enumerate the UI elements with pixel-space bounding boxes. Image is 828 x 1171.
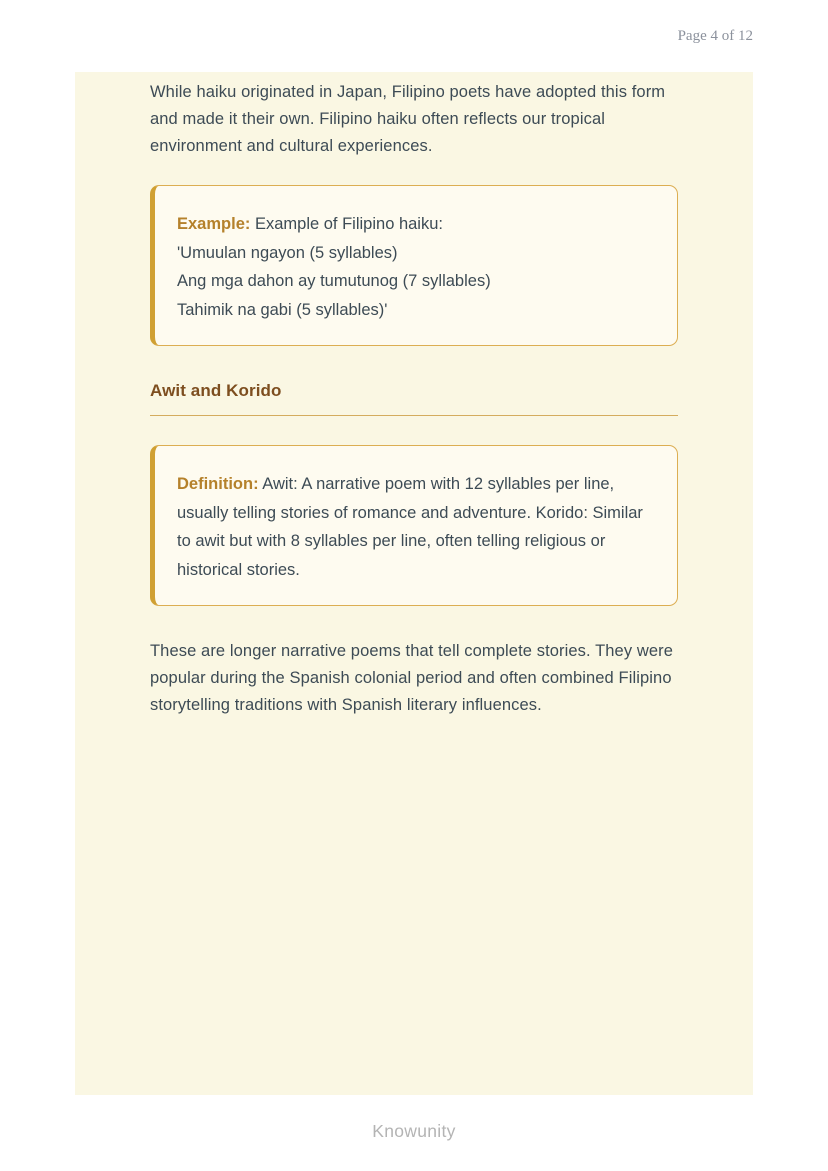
- intro-paragraph: While haiku originated in Japan, Filipino poets have adopted this form and made it their own. Filipino haiku often reflects our tropical environment and cultural experiences.: [150, 83, 666, 155]
- definition-label: Definition:: [177, 475, 259, 493]
- example-label: Example:: [177, 215, 251, 233]
- example-intro: Example of Filipino haiku:: [254, 215, 443, 233]
- definition-box: [150, 445, 678, 606]
- closing-paragraph: These are longer narrative poems that tell complete stories. They were popular during the Spanish colonial period and often combined Filipino storytelling traditions with Spanish literary influences.: [150, 642, 674, 714]
- section-heading: Awit and Korido: [150, 381, 282, 400]
- haiku-line-3: Tahimik na gabi (5 syllables)': [177, 300, 388, 319]
- page-indicator: Page 4 of 12: [677, 28, 753, 44]
- example-box-first-line: [177, 210, 653, 239]
- haiku-line-1: 'Umuulan ngayon (5 syllables): [177, 243, 398, 262]
- document-content: [75, 72, 753, 719]
- definition-text: Awit: A narrative poem with 12 syllables per line, usually telling stories of romance and adventure. Korido: Similar to awit but with 8 syllables per line, often telling religious or historical stories.: [177, 475, 643, 579]
- example-box: [150, 185, 678, 346]
- document-sheet: [75, 72, 753, 1095]
- footer-brand: Knowunity: [372, 1121, 456, 1141]
- haiku-line-2: Ang mga dahon ay tumutunog (7 syllables): [177, 272, 491, 290]
- heading-divider: [150, 415, 678, 416]
